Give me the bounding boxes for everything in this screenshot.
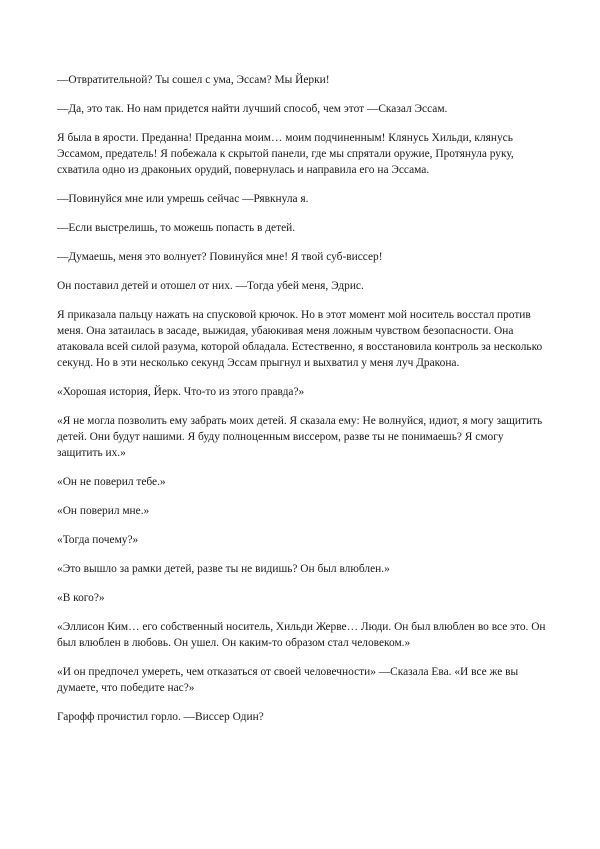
paragraph: «Я не могла позволить ему забрать моих детей. Я сказала ему: Не волнуйся, идиот, я могу защитить детей. Они будут нашими. Я буду полноценным виссером, разве ты не понимаешь? Я смогу защитить их.» xyxy=(57,415,543,459)
paragraph: Я была в ярости. Преданна! Преданна моим… моим подчиненным! Клянусь Хильди, клянусь Эссамом, предатель! Я побежала к скрытой панели, где мы спрятали оружие, Протянула руку, схватила одно из драконьих орудий, повернулась и направила его на Эссама. xyxy=(57,132,514,176)
paragraph: Он поставил детей и отошел от них. —Тогда убей меня, Эдрис. xyxy=(57,280,364,292)
paragraph: —Повинуйся мне или умрешь сейчас —Рявкнула я. xyxy=(57,193,309,205)
paragraph: «В кого?» xyxy=(57,592,105,604)
paragraph: «И он предпочел умереть, чем отказаться от своей человечности» —Сказала Ева. «И все же вы думаете, что победите нас?» xyxy=(57,666,519,694)
paragraph: —Отвратительной? Ты сошел с ума, Эссам? Мы Йерки! xyxy=(57,74,330,86)
paragraph: «Он не поверил тебе.» xyxy=(57,476,166,488)
paragraph: —Да, это так. Но нам придется найти лучший способ, чем этот —Сказал Эссам. xyxy=(57,103,448,115)
paragraph: Гарофф прочистил горло. —Виссер Один? xyxy=(57,711,264,723)
paragraph: —Думаешь, меня это волнует? Повинуйся мне! Я твой суб-виссер! xyxy=(57,251,383,263)
paragraph: «Тогда почему?» xyxy=(57,534,139,546)
paragraph: «Это вышло за рамки детей, разве ты не видишь? Он был влюблен.» xyxy=(57,563,390,575)
paragraph: «Эллисон Ким… его собственный носитель, Хильди Жерве… Люди. Он был влюблен во все это. Он был влюблен в любовь. Он ушел. Он каким-то образом стал человеком.» xyxy=(57,621,546,649)
document-body xyxy=(57,72,547,738)
paragraph: «Хорошая история, Йерк. Что-то из этого правда?» xyxy=(57,386,305,398)
paragraph: —Если выстрелишь, то можешь попасть в детей. xyxy=(57,222,296,234)
paragraph: Я приказала пальцу нажать на спусковой крючок. Но в этот момент мой носитель восстал против меня. Она затаилась в засаде, выжидая, убаюкивая меня ложным чувством безопасности. Она атаковала всей силой разума, которой обладала. Естественно, я восстановила контроль за несколько секунд. Но в эти несколько секунд Эссам прыгнул и выхватил у меня луч Дракона. xyxy=(57,309,543,369)
paragraph: «Он поверил мне.» xyxy=(57,505,150,517)
